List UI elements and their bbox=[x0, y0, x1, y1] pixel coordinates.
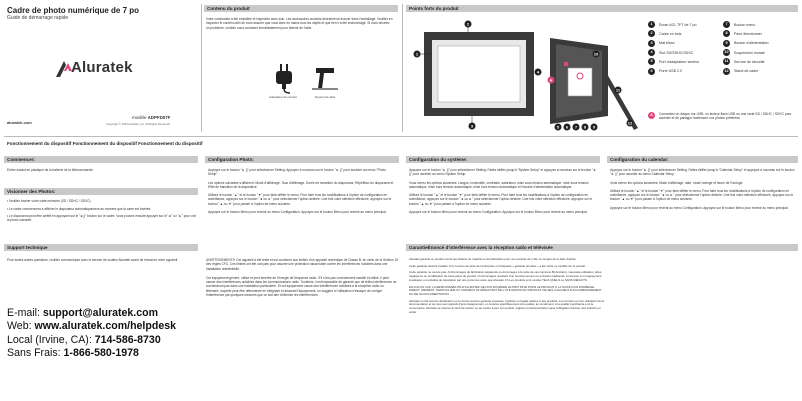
photo-frame-diagram bbox=[410, 16, 642, 134]
local-phone-line bbox=[7, 334, 176, 347]
legend-number: 9 bbox=[723, 40, 730, 47]
callout-2: 2 bbox=[466, 21, 470, 27]
legend-label: Bouton menu bbox=[734, 22, 756, 27]
copyright-text: Copyright © 2010 Aluratek, Inc. All Rights Reserved. bbox=[106, 122, 171, 126]
legend-row bbox=[648, 39, 798, 48]
photo-p2: Les options suivantes s'affichent: Mode d'affichage, Taux d'affichage, Durée de transition du diaporama, Répétition du diaporama et Effet de transition de la diapositive. bbox=[208, 180, 394, 189]
legend-label: Slot SD/SDHC/SDXC bbox=[659, 50, 694, 55]
legend-label: Pavé directionnel bbox=[734, 31, 762, 36]
col-heading-system: Configuration du système: bbox=[409, 157, 468, 162]
photo-p4: Appuyez sur le bouton Menu pour revenir au menu Configuration. Appuyez sur le bouton Menu pour revenir au menu principal. bbox=[208, 210, 387, 215]
local-phone: 714-586-8730 bbox=[94, 333, 161, 346]
warranty-heading: GarantieÉnoncé d'interférence avec la réception radio et télévisée bbox=[409, 245, 553, 250]
warranty-p5: Aluratek ne fait aucune déclaration et ne donne aucune garantie expresse, implicite ou légale relative à ses produits, son contenu ou son utilisation de la documentation et de tous ses logiciels d'accompagnement, et renonce spécifiquement à la qualité, au rendement, à la qualité marchande et à la convenance. Aluratek se réserve le droit de réviser ou de mettre à jour son produit, logiciel ou documentation sans l'obligation d'aviser tout individu ou entité. bbox=[409, 298, 604, 314]
legend-item bbox=[723, 68, 798, 75]
legend-number: 12 bbox=[724, 68, 729, 73]
highlights-legend bbox=[648, 20, 798, 76]
legend-number: 7 bbox=[723, 21, 730, 28]
col-header-calendar bbox=[607, 156, 798, 163]
legend-item bbox=[723, 40, 798, 47]
legend-item bbox=[648, 30, 723, 37]
col-header-start bbox=[4, 156, 198, 163]
local-label: Local (Irvine, CA): bbox=[7, 333, 92, 346]
model-prefix: modèle bbox=[132, 115, 147, 120]
system-p4: Appuyez sur le bouton Menu pour revenir au menu Configuration. Appuyez sur le bouton Menu pour revenir au menu principal. bbox=[409, 210, 588, 215]
legend-item bbox=[648, 40, 723, 47]
support-header-band bbox=[4, 244, 198, 251]
highlights-header-band bbox=[406, 5, 798, 12]
contents-description: Votre commande a été emballée et inspectée avec soin. Les accessoires suivants devraient se trouver dans l'emballage. Veuillez en inspecter le contenu afin de vous assurer que vous avez en mains tous les objets et que rien n'a été endommagé. Si vous décelez un problème, veuillez nous contacter immédiatement pour obtenir de l'aide. bbox=[206, 17, 393, 30]
tollfree-phone: 1-866-580-1978 bbox=[63, 346, 139, 359]
view-photos-heading: Visionner des Photos: bbox=[7, 189, 56, 195]
callout-7: 7 bbox=[574, 124, 578, 130]
legend-label: Porte USB 2.0 bbox=[659, 69, 682, 74]
col-header-photo bbox=[205, 156, 399, 163]
note-marker: A bbox=[648, 112, 655, 119]
legend-number: 10 bbox=[724, 50, 729, 55]
helpdesk-link[interactable]: www.aluratek.com/helpdesk bbox=[34, 320, 176, 333]
legend-label: Stand de cadre bbox=[734, 69, 759, 74]
col-start bbox=[7, 168, 197, 222]
legend-item bbox=[648, 21, 723, 28]
warranty-p1: Aluratek garantit ce produit contre les défauts de matériel et de fabrication pour une période de 1 AN, à compter de la date d'achat. bbox=[409, 257, 577, 261]
model-id: ADPFD07F bbox=[147, 115, 171, 120]
legend-number: 6 bbox=[648, 68, 655, 75]
legend-number: 1 bbox=[648, 21, 655, 28]
fcc-p1: AVERTISSEMENT!!! Cet appareil a été testé et est conforme aux limites d'un appareil numérique de Classe B, en vertu de la Section 15 des règles CFC. Ces limites ont été conçues pour assurer une protection raisonnable contre les interférences nuisibles dans une installation résidentielle. bbox=[206, 258, 399, 271]
table-stand-icon bbox=[308, 62, 342, 94]
web-label: Web: bbox=[7, 320, 32, 333]
col-heading-photo: Configuration Photo: bbox=[208, 157, 254, 162]
legend-label: Port d'adaptateur secteur bbox=[659, 59, 700, 64]
col-system bbox=[409, 168, 597, 214]
contents-header-band bbox=[204, 5, 398, 12]
support-heading: Support technique bbox=[7, 245, 48, 250]
warranty-header-band bbox=[406, 244, 798, 251]
legend-number: 2 bbox=[648, 30, 655, 37]
calendar-p3: Utilisez le bouton "▲" et le bouton "▼" pour faire défiler le menu. Pour faire tous les modifications à l'option de configuration en surbrillance, appuyez sur le bouton "◄ ou ►" pour sélectionner l'option désirée. Une fois votre sélection effectuée, appuyez sur le bouton "▲ ou ▼" pour passer à l'option de menu suivante. bbox=[610, 188, 794, 202]
callout-1: 1 bbox=[415, 51, 419, 57]
aluratek-logo-icon bbox=[54, 59, 74, 79]
system-p3: Utilisez le bouton "▲" et le bouton "▼" pour faire défiler le menu. Pour faire tous les modifications à l'option de configuration en surbrillance, appuyez sur le bouton "◄ ou ►" pour sélectionner l'option désirée. Une fois votre sélection effectuée, appuyez sur le bouton "▲ ou ▼" pour passer à l'option de menu suivante. bbox=[409, 193, 593, 206]
legend-number: 11 bbox=[724, 59, 729, 64]
calendar-p2: Vous verrez les options suivantes: Mode d'affichage, date, mode horloge et heure de l'horloge. bbox=[610, 180, 744, 185]
calendar-p1: Appuyez sur le bouton "► ||" pour sélectionner Setting. Faites défiler jusqu'à "Calendar Setup" et appuyez à nouveau sur le bouton "► ||" pour accéder au menu Calendar Setup. bbox=[610, 168, 795, 177]
divider bbox=[201, 4, 202, 132]
callout-a: A bbox=[549, 77, 553, 83]
col-heading-start: Commencer: bbox=[7, 157, 36, 162]
note-text: Connectez un disque dur USB, un lecteur flash USB ou une carte SD / SDHC / SDXC pour accéder et de partager facilement vos photos préférées bbox=[659, 112, 792, 121]
legend-number: 5 bbox=[648, 58, 655, 65]
callout-10: 10 bbox=[593, 51, 599, 57]
legend-item bbox=[723, 30, 798, 37]
system-p1: Appuyez sur le bouton "► ||" pour sélectionner Setting. Faites défiler jusqu'à "System Setup" et appuyez à nouveau sur le bouton "► ||" pour accéder au menu System Setup. bbox=[409, 168, 597, 177]
warranty-p3: Cette garantie ne couvre pas: A) Dommages de fabrication apparents ou dommages à la suite de cas imprévus B) Accident, mauvaise utilisation, abus, négligence ou modification de toute pièce du produit. C) Dommages résultant d'un fonctionnement ou entretien inadéquat, connexion à un équipement inadéquat, ou tentative de réparation par une personne autre que Aluratek. D) Les produits sont vendus TELS QUELS ou SANS DÉFAUTS. bbox=[409, 270, 603, 282]
item-power-adapter-label: Adaptateur de courant bbox=[269, 95, 297, 99]
item-table-stand-label: Support de table bbox=[314, 95, 336, 99]
photo-p3: Utilisez le bouton "▲" et le bouton "▼" pour faire défiler le menu. Pour faire tous les modifications à l'option de configuration en surbrillance, appuyez sur le bouton "◄ ou ►" pour sélectionner l'option désirée. Une fois votre sélection effectuée, appuyez sur le bouton "▲ ou ▼" pour passer à l'option de menu suivante. bbox=[208, 193, 392, 206]
callout-5: 5 bbox=[556, 124, 560, 130]
calendar-p4: Appuyez sur le bouton Menu pour revenir au menu Configuration. Appuyez sur le bouton Menu pour revenir au menu principal. bbox=[610, 205, 789, 210]
contact-info bbox=[7, 307, 176, 360]
usb-note bbox=[648, 112, 798, 121]
legend-item bbox=[723, 49, 798, 56]
fcc-p2: Cet équipement génère, utilise et peut émettre de l'énergie de fréquence radio. S'il n'est pas correctement installé et utilisé, il peut causer des interférences nuisibles dans les communications radio. Toutefois, il est impossible de garantir que de telles interférences ne surviendront pas dans une installation particulière. Si cet équipement cause des interférences nuisibles à la réception radio ou télévisée, laquelle peut être déterminée en éteignant et allumant l'équipement, on suggère à l'utilisateur d'essayer de corriger l'interférence par quelques mesures que ce soit afin d'éliminer les interférences. bbox=[206, 275, 397, 298]
callout-12: 12 bbox=[627, 120, 633, 126]
callout-8: 8 bbox=[583, 124, 587, 130]
callout-6: 6 bbox=[565, 124, 569, 130]
section-divider bbox=[4, 136, 798, 137]
callout-3: 3 bbox=[470, 123, 474, 129]
view-p4: • Le diaporama peut être arrêté en appuyant sur le "►||" bouton sur le cadre. Vous pouvez ensuite appuyer sur le"◄" ou "►" pour voir la photo suivante. bbox=[7, 213, 197, 223]
website-url[interactable]: aluratek.com bbox=[7, 120, 32, 125]
system-p2: Vous verrez les options suivantes: Langue, luminosité, contraste, saturation, mise sous tension automatique, mise sous tension automatique, mise hors tension automatique, mise hors tension automatique et l'horaire d'alimentation automatique. bbox=[409, 180, 589, 189]
cover-subtitle: Guide de démarrage rapide bbox=[7, 15, 69, 21]
col-calendar bbox=[610, 168, 796, 210]
legend-label: Écran ACL TFT de 7 po bbox=[659, 22, 697, 27]
callout-9: 9 bbox=[592, 124, 596, 130]
tollfree-label: Sans Frais: bbox=[7, 346, 61, 359]
legend-label: Mat blanc bbox=[659, 41, 675, 46]
email-label: E-mail: bbox=[7, 307, 40, 319]
warranty-p4: EN AUCUN CAS, LA RESPONSABILITÉ D'ALURATEK NE DOIT EXCÉDER LE PRIX PAYÉ POUR LE PRODUIT À LA SUITE D'UN DOMMAGE DIRECT, INDIRECT, PARTICULIER OU CONSÉCUTIF RÉSULTANT DE L'UTILISATION DU PRODUIT, DE SES LOGICIELS D'ACCOMPAGNEMENT OU DE SA DOCUMENTATION. bbox=[409, 284, 602, 296]
legend-item bbox=[648, 58, 723, 65]
view-photos-band bbox=[4, 188, 198, 195]
tollfree-phone-line bbox=[7, 347, 176, 360]
functionality-heading: Fonctionnement du dispositif Fonctionnement du dispositif Fonctionnement du dispositif bbox=[7, 141, 203, 146]
legend-number: 4 bbox=[648, 49, 655, 56]
legend-item bbox=[723, 21, 798, 28]
legend-row bbox=[648, 29, 798, 38]
col-heading-calendar: Configuration du calendar: bbox=[610, 157, 669, 162]
brand-logo bbox=[52, 56, 172, 84]
model-number bbox=[132, 115, 170, 120]
cover-title: Cadre de photo numérique de 7 po bbox=[7, 6, 140, 15]
support-email-link[interactable]: support@aluratek.com bbox=[42, 307, 159, 319]
legend-label: Bouton d'alimentation bbox=[734, 41, 769, 46]
col-photo bbox=[208, 168, 396, 214]
legend-item bbox=[723, 58, 798, 65]
legend-item bbox=[648, 68, 723, 75]
col-header-system bbox=[406, 156, 600, 163]
power-adapter-icon bbox=[270, 62, 298, 94]
legend-label: Serrure de sécurité bbox=[734, 59, 765, 64]
divider bbox=[402, 4, 403, 132]
view-p3: • Le cadre commencera à afficher le diaporama automatiquement au moment que la carte est insérée. bbox=[7, 206, 152, 211]
highlights-heading: Points forts du produit bbox=[409, 6, 459, 11]
contents-heading: Contenu du produit bbox=[207, 6, 250, 11]
warranty-p2: Cette garantie devient invalide si le numéro de série de l'entreprise ou l'étiquette « garantie annulée » a été retiré ou modifié sur le produit. bbox=[409, 263, 586, 268]
legend-label: Cadre en bois bbox=[659, 31, 682, 36]
photo-p1: Appuyez sur le bouton "► ||" pour sélectionner Setting. Appuyez à nouveau sur le bouton "► ||" pour accéder au menu "Photo Setup". bbox=[208, 168, 386, 177]
warranty-body bbox=[409, 258, 605, 314]
legend-row bbox=[648, 57, 798, 66]
fcc-statement bbox=[206, 258, 398, 297]
legend-row bbox=[648, 66, 798, 75]
legend-row bbox=[648, 20, 798, 29]
web-line bbox=[7, 320, 176, 333]
callout-11: 11 bbox=[615, 87, 621, 93]
legend-row bbox=[648, 48, 798, 57]
legend-label: Suspension murale bbox=[734, 50, 765, 55]
legend-item bbox=[648, 49, 723, 56]
legend-number: 8 bbox=[723, 30, 730, 37]
start-p1: Entrer isolant en plastique de la batterie de la télécommande. bbox=[7, 168, 94, 172]
email-line bbox=[7, 307, 176, 320]
brand-name: Aluratek bbox=[71, 59, 133, 76]
legend-number: 3 bbox=[648, 40, 655, 47]
view-p2: • Veuillez insérer votre carte mémoire (SD / SDHC / SDXC). bbox=[7, 199, 92, 204]
callout-4: 4 bbox=[536, 69, 540, 75]
support-description: Pour toutes autres questions, veuillez communiquer avec le service de soutien Aluratek avant de retourner votre appareil. bbox=[7, 258, 179, 262]
